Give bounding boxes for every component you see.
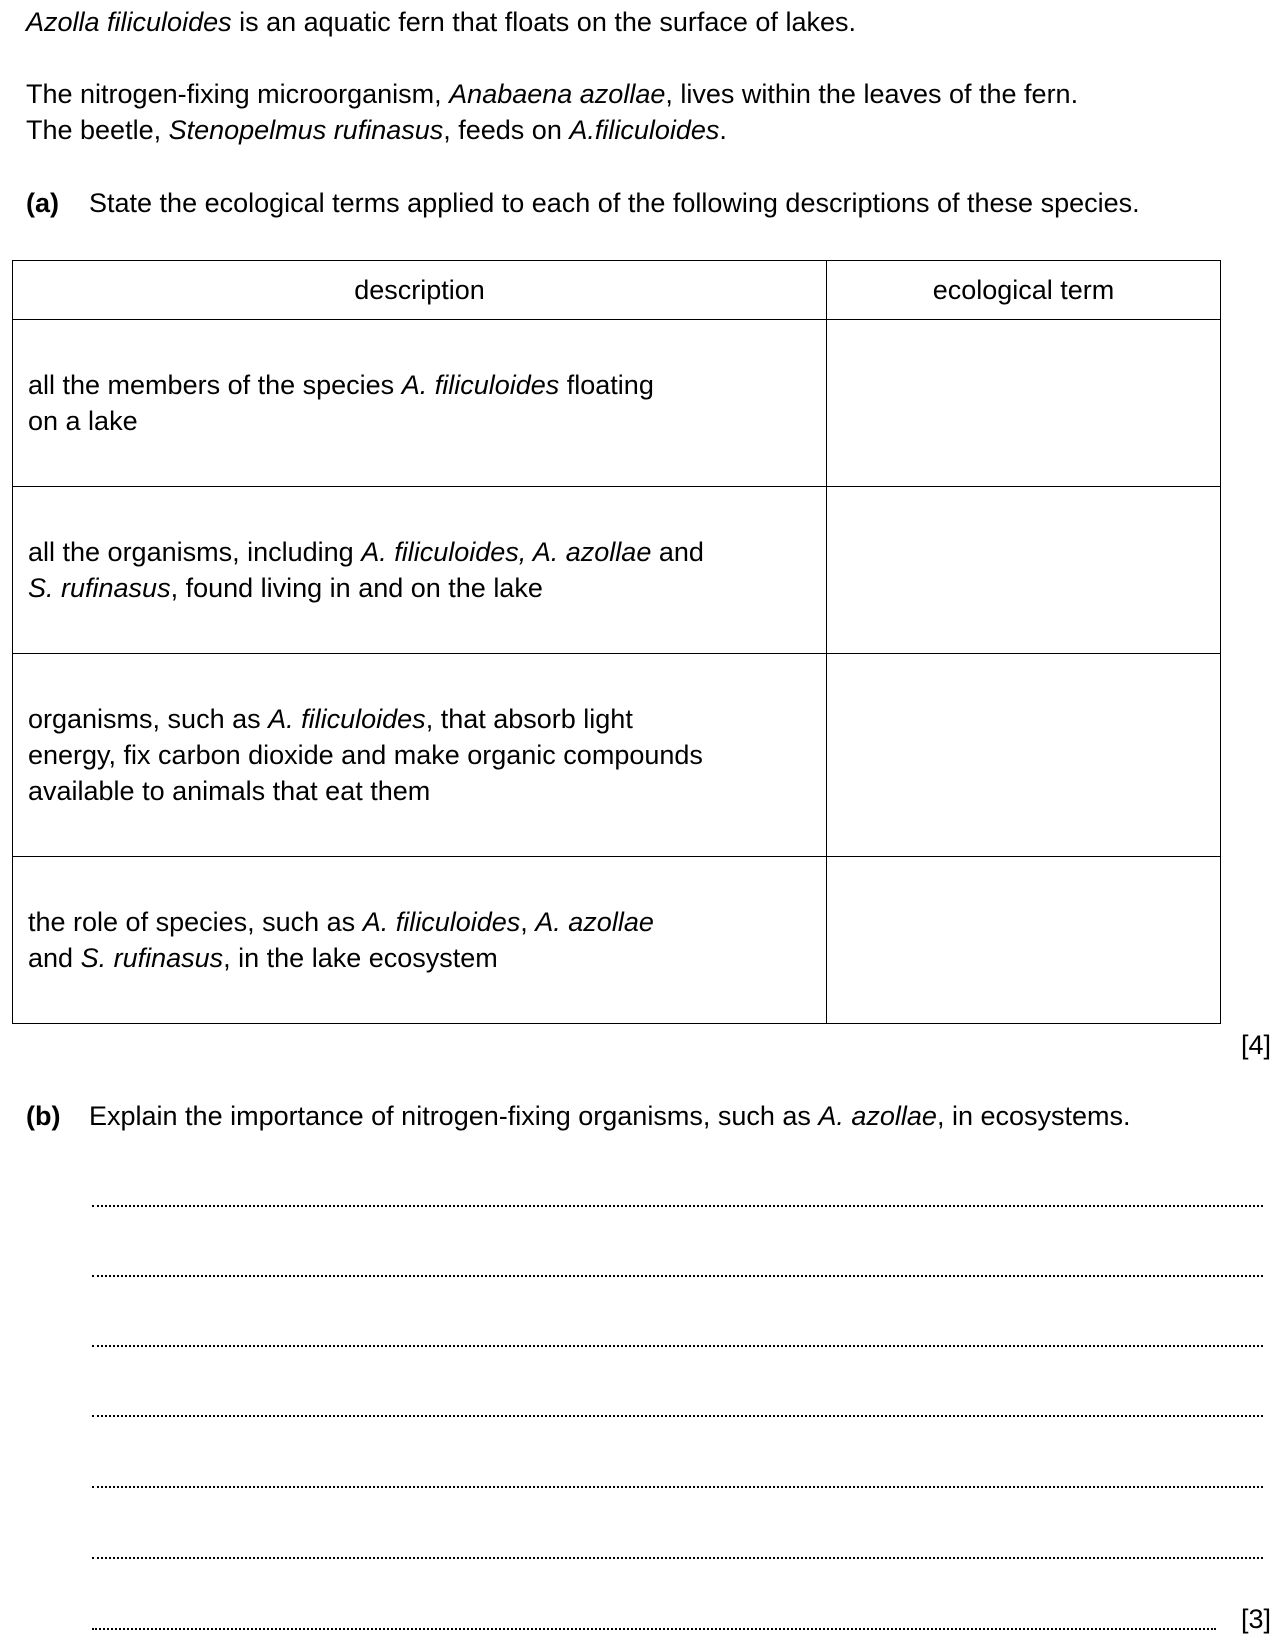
description-text: organisms, such as: [28, 704, 269, 734]
part-b-marks: [3]: [1240, 1604, 1271, 1634]
part-b-label: (b): [26, 1101, 61, 1131]
table-row: [13, 857, 1221, 1024]
ecological-term-answer-cell[interactable]: [827, 654, 1221, 857]
intro-species-beetle: Stenopelmus rufinasus: [168, 115, 444, 145]
description-text: and: [28, 943, 81, 973]
description-text: available to animals that eat them: [28, 776, 431, 806]
species-name: A. azollae: [535, 907, 654, 937]
ecological-term-answer-cell[interactable]: [827, 857, 1221, 1024]
part-b-species-name: A. azollae: [818, 1101, 937, 1131]
answer-line[interactable]: [92, 1486, 1263, 1488]
description-text: all the members of the species: [28, 370, 402, 400]
answer-line[interactable]: [92, 1275, 1263, 1277]
description-text: all the organisms, including: [28, 537, 362, 567]
description-text: , in the lake ecosystem: [223, 943, 498, 973]
intro-line-1-text: is an aquatic fern that floats on the surface of lakes.: [231, 7, 856, 37]
answer-line[interactable]: [92, 1628, 1216, 1630]
description-text: and: [651, 537, 704, 567]
intro-line-3: [26, 112, 727, 148]
intro-line-3-mid: , feeds on: [443, 115, 570, 145]
answer-line[interactable]: [92, 1345, 1263, 1347]
description-cell: [13, 654, 827, 857]
part-a-label: (a): [26, 188, 59, 218]
description-text: the role of species, such as: [28, 907, 363, 937]
table-row: [13, 654, 1221, 857]
intro-line-2-after: , lives within the leaves of the fern.: [665, 79, 1079, 109]
species-name: A. filiculoides: [268, 704, 426, 734]
part-a-marks: [4]: [1240, 1030, 1271, 1060]
species-name: A. filiculoides: [401, 370, 560, 400]
intro-species-fern: Azolla filiculoides: [26, 7, 232, 37]
species-name: A. filiculoides: [362, 907, 521, 937]
ecological-term-answer-cell[interactable]: [827, 487, 1221, 654]
intro-line-3-before: The beetle,: [26, 115, 169, 145]
table-row: [13, 320, 1221, 487]
answer-line[interactable]: [92, 1557, 1263, 1559]
description-cell: [13, 487, 827, 654]
ecological-terms-table: [12, 260, 1221, 1024]
header-description: description: [13, 261, 827, 320]
description-text: on a lake: [28, 406, 138, 436]
table-row: [13, 487, 1221, 654]
description-text: floating: [559, 370, 654, 400]
description-cell: [13, 857, 827, 1024]
description-text: , found living in and on the lake: [170, 573, 543, 603]
intro-line-2: [26, 76, 1078, 112]
part-b-question: [89, 1098, 1131, 1134]
intro-species-fern-short: A.filiculoides: [569, 115, 720, 145]
part-b-question-after: , in ecosystems.: [936, 1101, 1131, 1131]
species-name: S. rufinasus: [28, 573, 171, 603]
intro-species-anabaena: Anabaena azollae: [449, 79, 666, 109]
species-name: S. rufinasus: [80, 943, 224, 973]
description-cell: [13, 320, 827, 487]
description-text: energy, fix carbon dioxide and make organic compounds: [28, 740, 703, 770]
part-b-question-before: Explain the importance of nitrogen-fixing organisms, such as: [89, 1101, 819, 1131]
part-a-question: State the ecological terms applied to each of the following descriptions of these species.: [89, 188, 1140, 218]
answer-line[interactable]: [92, 1205, 1263, 1207]
intro-line-2-before: The nitrogen-fixing microorganism,: [26, 79, 450, 109]
ecological-term-answer-cell[interactable]: [827, 320, 1221, 487]
header-ecological-term: ecological term: [827, 261, 1221, 320]
intro-line-1: [26, 4, 856, 40]
table-header-row: [13, 261, 1221, 320]
species-name: A. filiculoides, A. azollae: [361, 537, 652, 567]
answer-line[interactable]: [92, 1415, 1263, 1417]
description-text: , that absorb light: [425, 704, 633, 734]
intro-line-3-after: .: [719, 115, 727, 145]
description-text: ,: [520, 907, 536, 937]
